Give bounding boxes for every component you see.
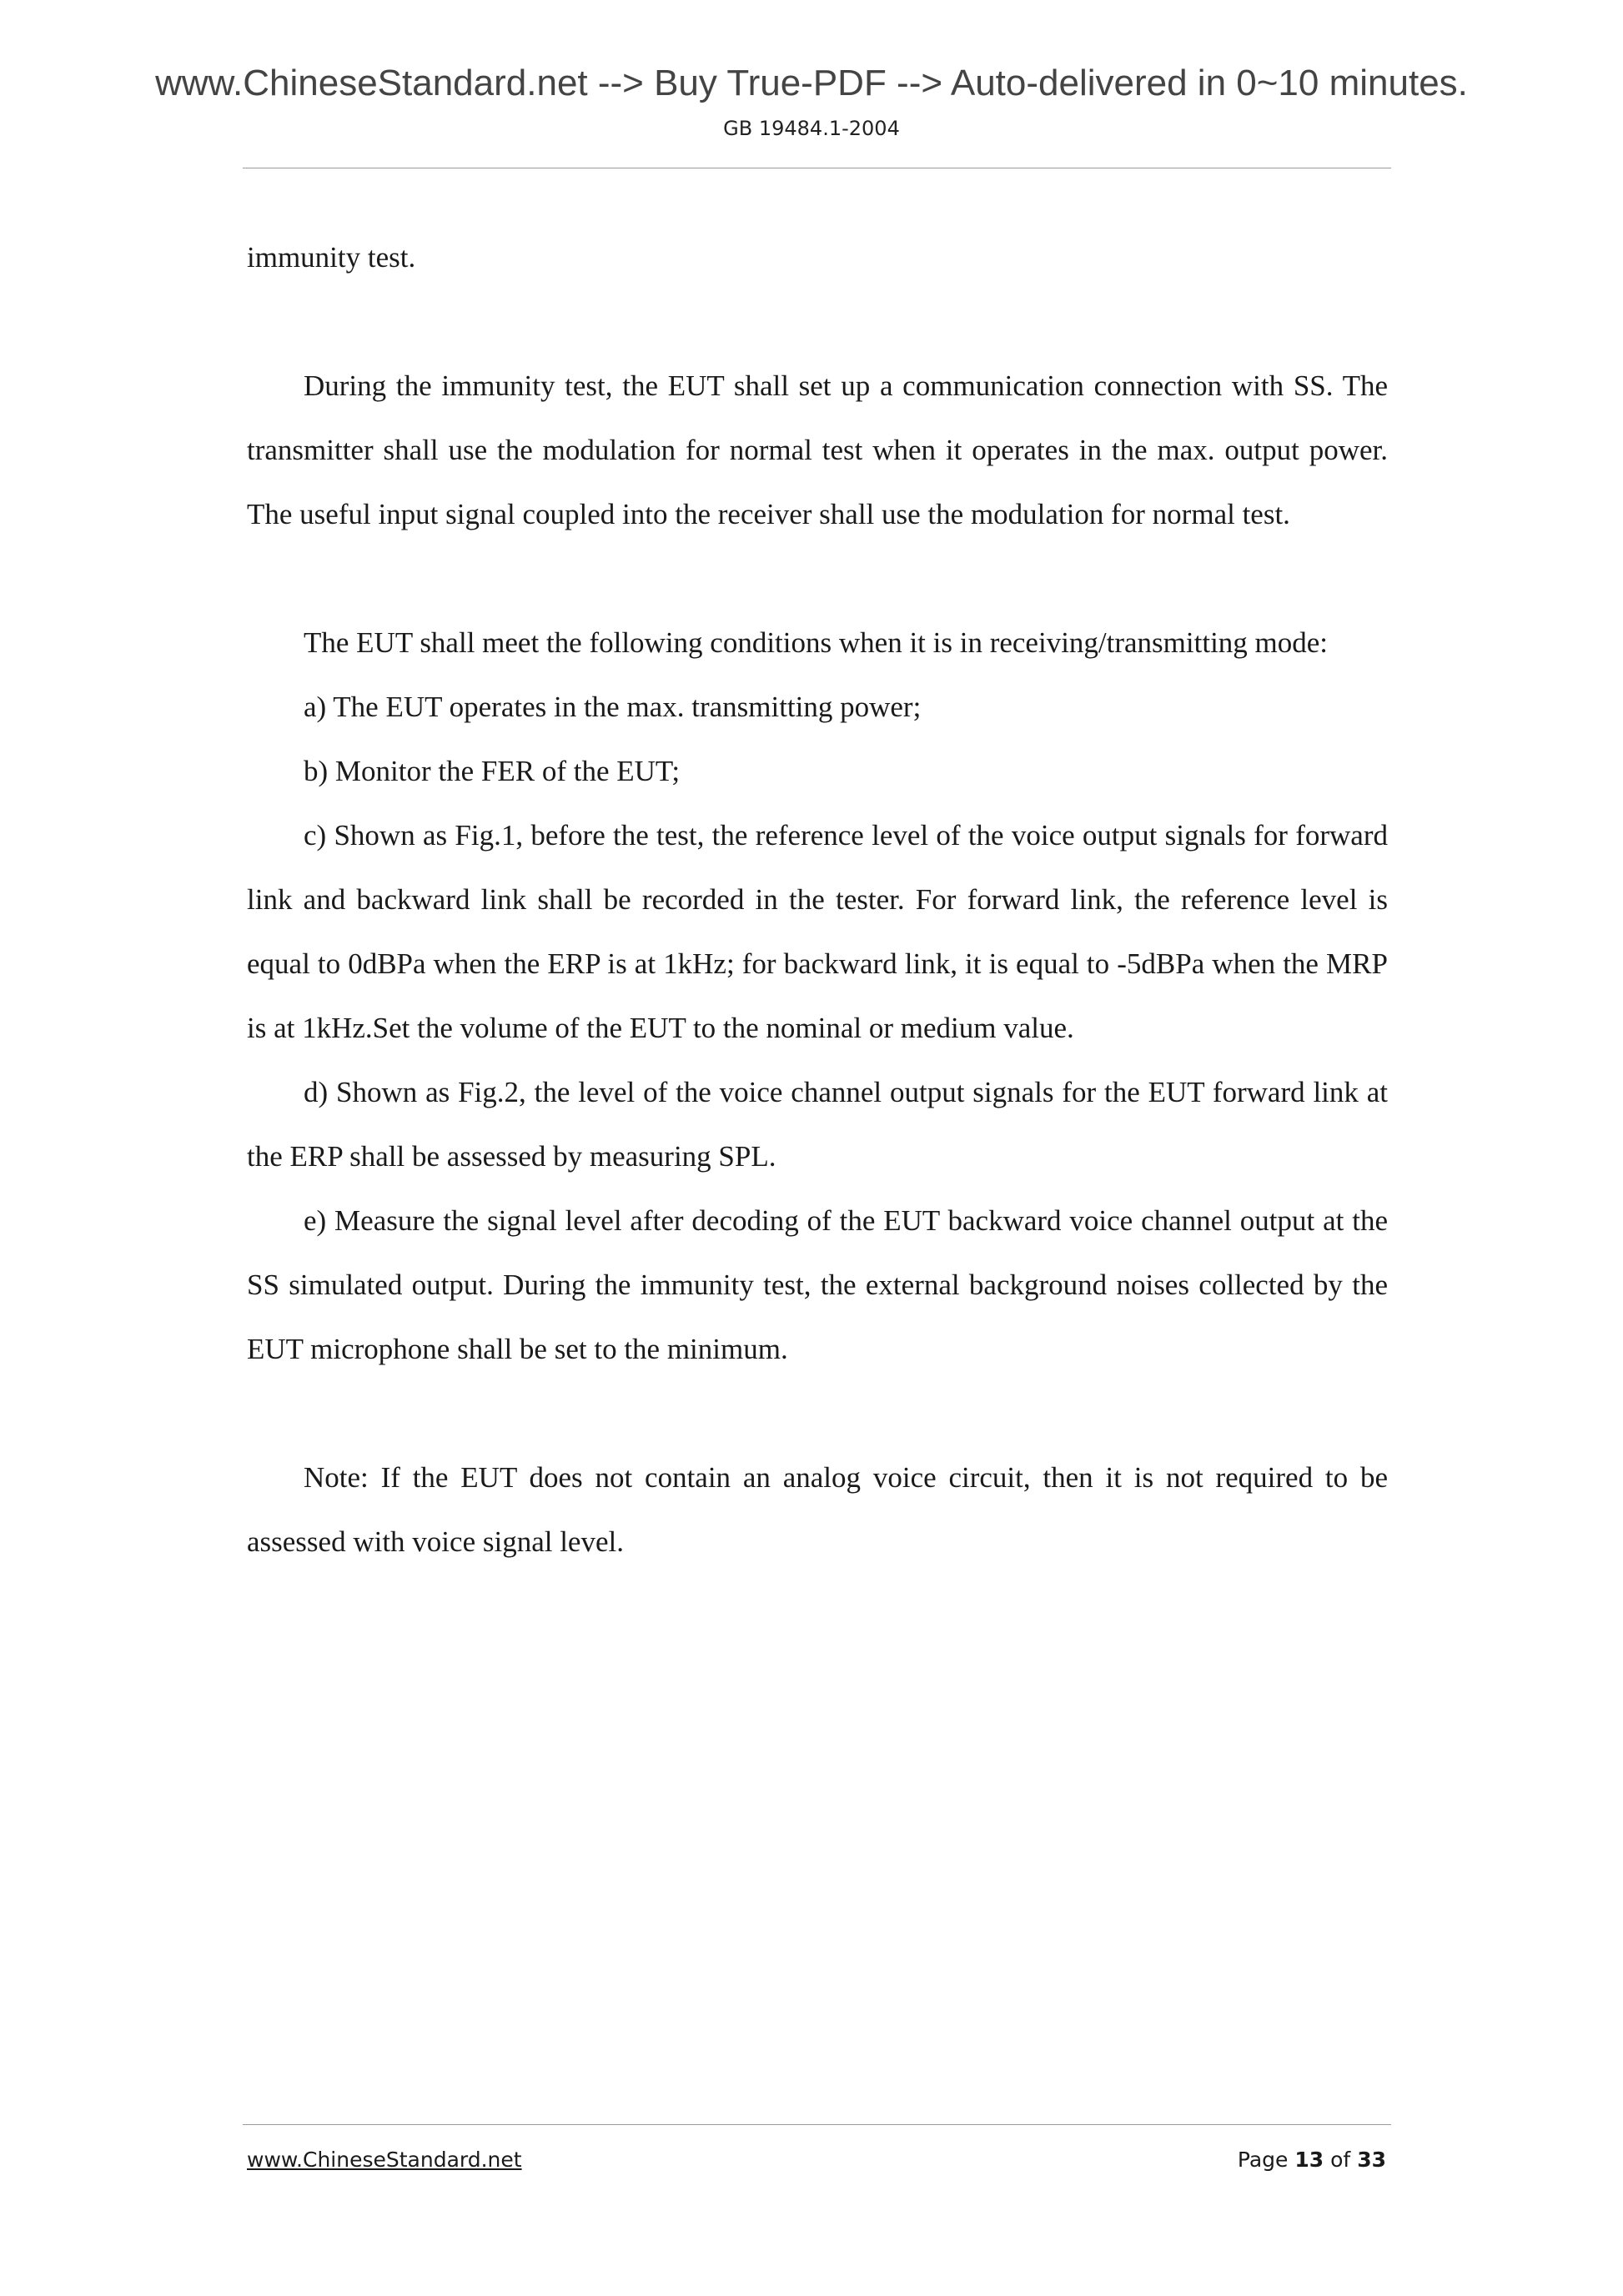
paragraph-conditions-intro: The EUT shall meet the following conditions when it is in receiving/transmitting mode: [304,626,1329,659]
paragraph-continuation: immunity test. [247,241,416,274]
site-banner: www.ChineseStandard.net --> Buy True-PDF --> Auto-delivered in 0~10 minutes. [155,63,1468,103]
list-item-d: d) Shown as Fig.2, the level of the voice channel output signals for the EUT forward link at the ERP shall be assessed by measuring SPL. [247,1076,1388,1173]
document-code: GB 19484.1-2004 [723,117,900,140]
document-body [247,225,1388,1574]
list-item-e: e) Measure the signal level after decoding of the EUT backward voice channel output at the SS simulated output. During the immunity test, the external background noises collected by the EUT microphone shall be set to the minimum. [247,1204,1388,1365]
footer-divider [243,2124,1391,2125]
page-total: 33 [1357,2148,1386,2172]
list-item-a: a) The EUT operates in the max. transmitting power; [304,691,922,723]
page-number [1238,2148,1386,2173]
page-of: of [1330,2148,1351,2172]
list-item-b: b) Monitor the FER of the EUT; [304,755,681,787]
paragraph-test-setup: During the immunity test, the EUT shall set up a communication connection with SS. The transmitter shall use the modulation for normal test when it operates in the max. output power. The useful input signal coupled into the receiver shall use the modulation for normal test. [247,369,1388,530]
footer-site-link[interactable]: www.ChineseStandard.net [247,2148,522,2172]
list-item-c: c) Shown as Fig.1, before the test, the reference level of the voice output signals for forward link and backward link shall be recorded in the tester. For forward link, the reference level is equal to 0dBPa when the ERP is at 1kHz; for backward link, it is equal to -5dBPa when the MRP is at 1kHz.Set the volume of the EUT to the nominal or medium value. [247,819,1388,1044]
page-label: Page [1237,2148,1289,2172]
page-current: 13 [1294,2148,1324,2172]
note-paragraph: Note: If the EUT does not contain an analog voice circuit, then it is not required to be assessed with voice signal level. [247,1461,1388,1558]
